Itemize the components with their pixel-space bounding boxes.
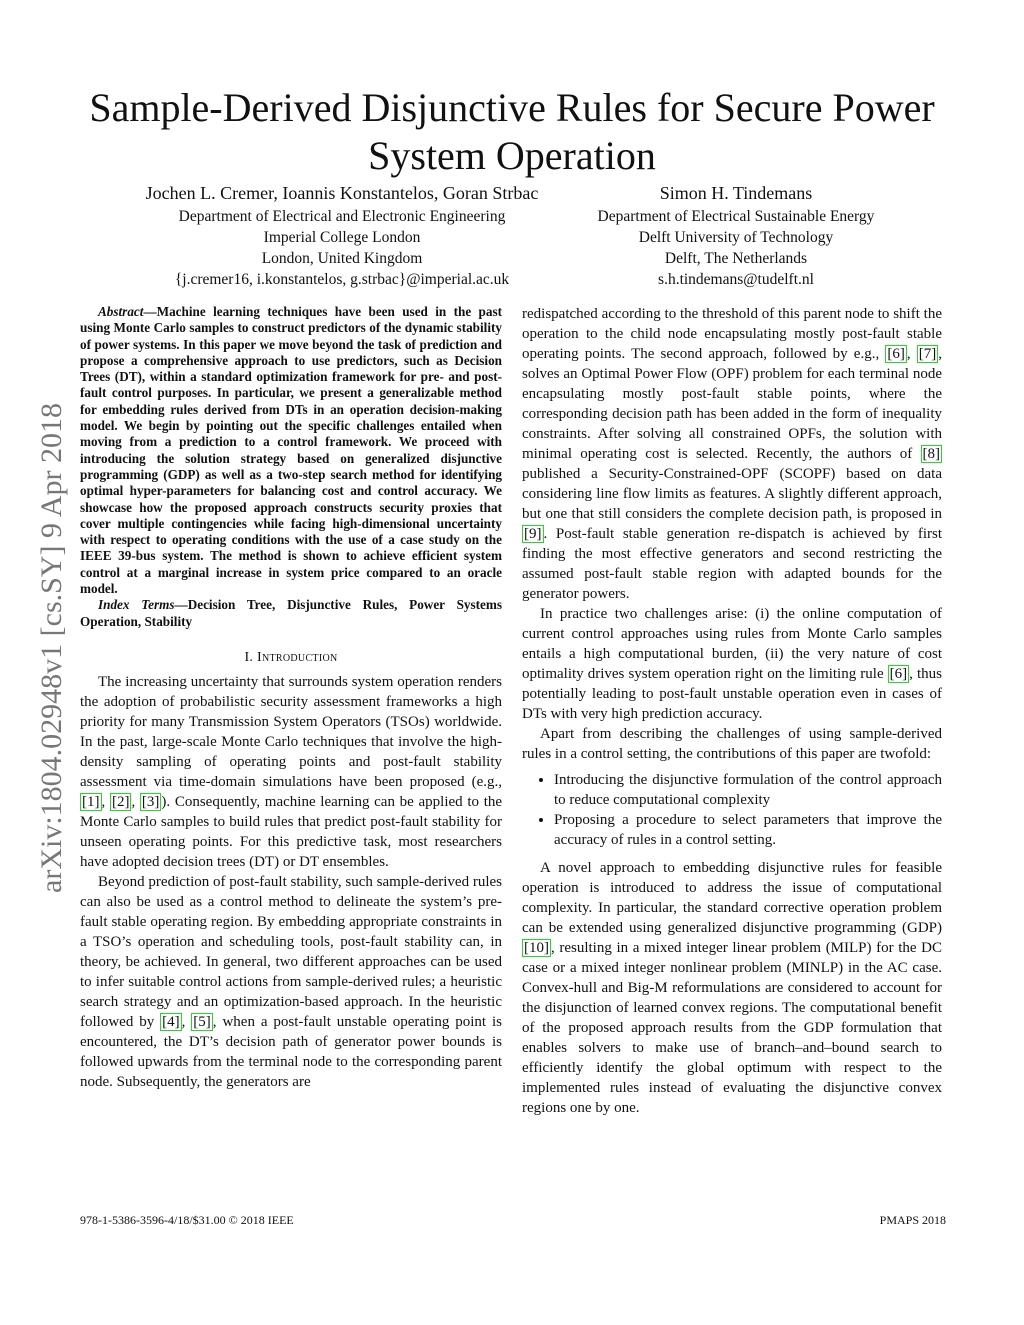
index-terms-label: Index Terms: [98, 597, 175, 613]
contribution-list: [522, 770, 942, 850]
citation-link[interactable]: [4]: [162, 1013, 180, 1030]
paragraph: [80, 872, 502, 1092]
paragraph-text: , thus potentially leading to post-fault unstable operation even in cases of DTs with very high prediction accuracy.: [522, 666, 942, 722]
author-email: s.h.tindemans@tudelft.nl: [658, 271, 814, 288]
paragraph-text: , resulting in a mixed integer linear problem (MILP) for the DC case or a mixed integer nonlinear problem (MINLP) in the AC case. Convex-hull and Big-M reformulations are considered to account for the disjunction of learned convex regions. The computational benefit of the proposed approach results from the GDP formulation that enables solvers to make use of branch–and–bound search to efficiently identify the global optimum with respect to the implemented rules instead of evaluating the disjunctive convex regions one by one.: [522, 940, 942, 1116]
citation-link[interactable]: [5]: [193, 1013, 211, 1030]
paragraph-text: redispatched according to the threshold of this parent node to shift the operation to the child node encapsulating mostly post-fault stable operating points. The second approach, followed by e.g.,: [522, 306, 942, 362]
section-title: Introduction: [257, 649, 338, 665]
abstract-label: Abstract: [98, 304, 144, 319]
citation-link[interactable]: [6]: [887, 346, 905, 362]
author-institution: Delft University of Technology: [638, 229, 834, 246]
citation-link[interactable]: [8]: [922, 446, 940, 462]
list-item: • Introducing the disjunctive formulation of the control approach to reduce computational complexity: [554, 770, 942, 810]
paragraph: [522, 604, 942, 724]
citation-link[interactable]: [9]: [524, 526, 542, 542]
citation-link[interactable]: [2]: [111, 793, 130, 810]
author-department: Department of Electrical Sustainable Energy: [597, 208, 875, 225]
citation-link[interactable]: [7]: [918, 346, 937, 362]
footer-copyright: 978-1-5386-3596-4/18/$31.00 © 2018 IEEE: [80, 1213, 294, 1227]
author-names: Simon H. Tindemans: [659, 183, 813, 203]
paper-title: Sample-Derived Disjunctive Rules for Secure Power System Operation: [89, 85, 935, 178]
paragraph: [522, 304, 942, 604]
paragraph-text: In practice two challenges arise: (i) the online computation of current control approaches using rules from Monte Carlo samples entails a high computational burden, (ii) the very nature of cost optimality drives system operation right on the limiting rule: [522, 606, 942, 682]
paragraph: Apart from describing the challenges of using sample-derived rules in a control setting, the contributions of this paper are twofold:: [522, 726, 942, 762]
index-terms-text: —Decision Tree, Disjunctive Rules, Power Systems Operation, Stability: [80, 597, 502, 629]
paragraph-text: , when a post-fault unstable operating point is encountered, the DT’s decision path of generator power bounds is followed upwards from the terminal node to the corresponding parent node. Subsequently, the generators are: [80, 1013, 502, 1090]
paragraph: [522, 858, 942, 1118]
paragraph-text: ,: [181, 1013, 192, 1030]
arxiv-id: arXiv:1804.02948v1 [cs.SY] 9 Apr 2018: [35, 403, 68, 893]
author-block-left: [80, 182, 604, 290]
section-heading: [80, 648, 502, 668]
paragraph-text: A novel approach to embedding disjunctive rules for feasible operation is introduced to address the issue of computational complexity. In particular, the standard corrective operation problem can be extended using generalized disjunctive programming (GDP): [522, 860, 942, 936]
list-item: • Proposing a procedure to select parameters that improve the accuracy of rules in a control setting.: [554, 810, 942, 850]
author-block-right: [566, 182, 906, 290]
author-email: {j.cremer16, i.konstantelos, g.strbac}@imperial.ac.uk: [174, 271, 510, 288]
author-city: Delft, The Netherlands: [664, 250, 808, 267]
author-names: Jochen L. Cremer, Ioannis Konstantelos, Goran Strbac: [145, 183, 539, 203]
index-terms: [80, 597, 502, 630]
paragraph-text: , solves an Optimal Power Flow (OPF) problem for each terminal node encapsulating mostly post-fault stable points, where the corresponding decision path has been added in the form of inequality constraints. After solving all constrained OPFs, the solution with minimal operating cost is selected. Recently, the authors of: [522, 346, 943, 462]
paragraph: [80, 672, 502, 872]
abstract: [80, 304, 502, 597]
paragraph-text: Beyond prediction of post-fault stability, such sample-derived rules can also be used as a control method to delineate the system’s pre-fault stable operating region. By embedding appropriate constraints in a TSO’s operation and scheduling tools, post-fault stability can, in theory, be achieved. In general, two different approaches can be used to infer suitable control actions from sample-derived rules; a heuristic search strategy and an optimization-based approach. In the heuristic followed by: [80, 873, 502, 1030]
paragraph-text: . Post-fault stable generation re-dispatch is achieved by first finding the most effective generators and second restricting the assumed post-fault stable region with adapted bounds for the generator powers.: [522, 526, 942, 602]
paragraph-text: ,: [101, 793, 110, 810]
left-column: [80, 304, 502, 1092]
citation-link[interactable]: [3]: [141, 793, 160, 810]
author-institution: Imperial College London: [263, 229, 421, 246]
paragraph-text: ,: [906, 346, 917, 362]
paragraph-text: ,: [131, 793, 140, 810]
paragraph-text: published a Security-Constrained-OPF (SCOPF) based on data considering line flow limits as features. A slightly different approach, but one that still considers the complete decision path, is proposed in: [522, 466, 942, 522]
right-column: [522, 304, 942, 1118]
paragraph-text: ). Consequently, machine learning can be applied to the Monte Carlo samples to build rules that predict post-fault stability for unseen operating points. For this predictive task, most researchers have adopted decision trees (DT) or DT ensembles.: [80, 793, 503, 870]
section-number: I.: [244, 649, 258, 665]
paragraph-text: The increasing uncertainty that surrounds system operation renders the adoption of probabilistic security assessment frameworks a high priority for many Transmission System Operators (TSOs) worldwide. In the past, large-scale Monte Carlo techniques that involve the high-density sampling of operating points and post-fault stability assessment via time-domain simulations have been proposed (e.g.,: [80, 673, 502, 790]
author-department: Department of Electrical and Electronic Engineering: [178, 208, 506, 225]
author-city: London, United Kingdom: [261, 250, 423, 267]
citation-link[interactable]: [1]: [82, 793, 100, 810]
citation-link[interactable]: [10]: [524, 940, 549, 956]
abstract-text: —Machine learning techniques have been used in the past using Monte Carlo samples to construct predictors of the dynamic stability of power systems. In this paper we move beyond the task of prediction and propose a comprehensive approach to use predictors, such as Decision Trees (DT), within a standard optimization framework for pre- and post-fault control purposes. In particular, we present a generalizable method for embedding rules derived from DTs in an operation decision-making model. We begin by pointing out the specific challenges entailed when moving from a prediction to a control framework. We proceed with introducing the solution strategy based on generalized disjunctive programming (GDP) as well as a two-step search method for identifying optimal hyper-parameters for balancing cost and control accuracy. We showcase how the proposed approach constructs security proxies that cover multiple contingencies while facing high-dimensional uncertainty with respect to operating conditions with the use of a case study on the IEEE 39-bus system. The method is shown to achieve efficient system control at a marginal increase in system price compared to an oracle model.: [80, 304, 502, 597]
footer-venue: PMAPS 2018: [879, 1213, 946, 1227]
citation-link[interactable]: [6]: [889, 666, 908, 682]
